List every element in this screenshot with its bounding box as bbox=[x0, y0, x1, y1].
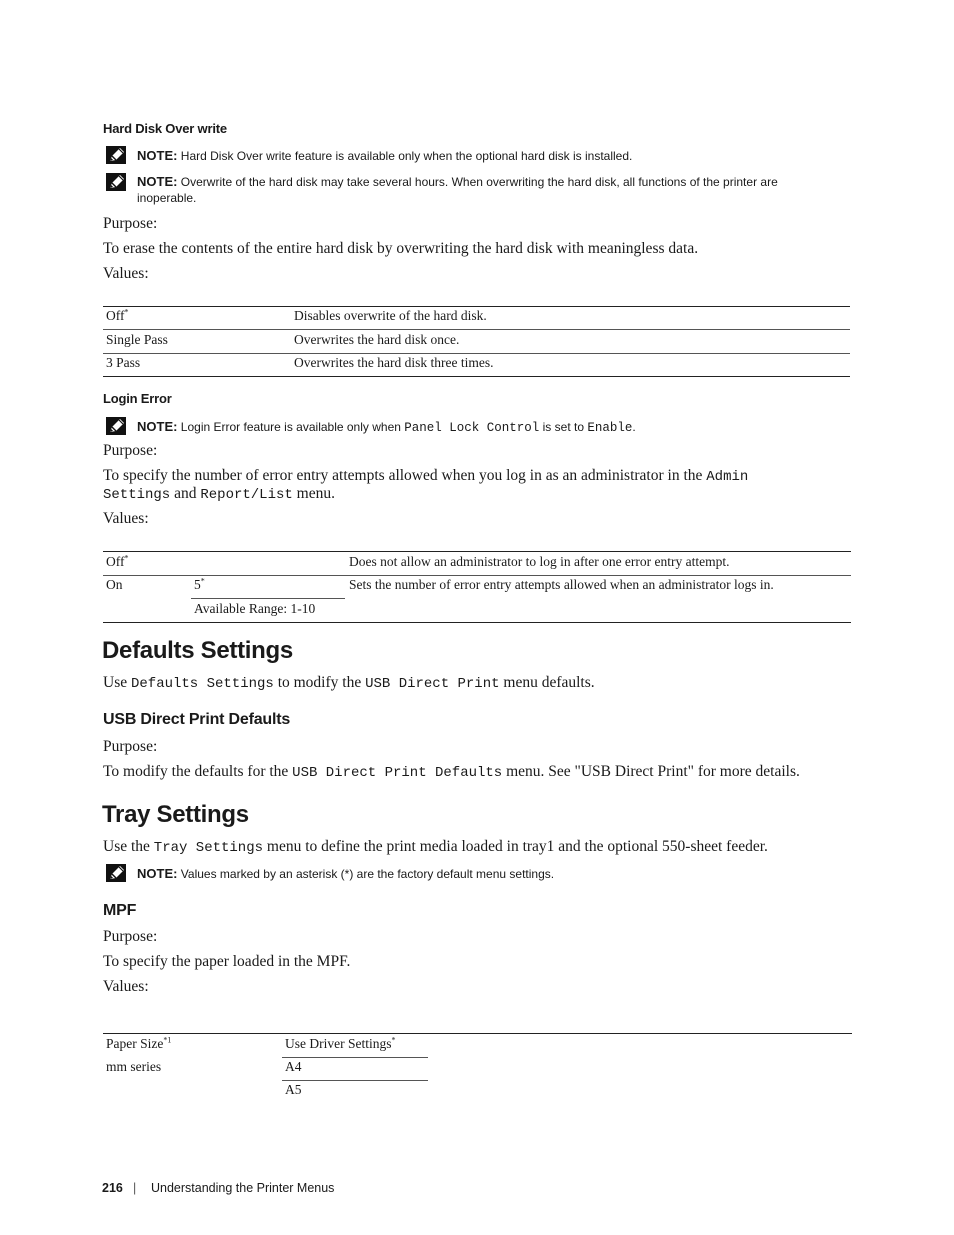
table-cell-value: Single Pass bbox=[106, 332, 168, 347]
note-label: NOTE: bbox=[137, 148, 178, 163]
table-rule bbox=[103, 622, 851, 623]
defaults-settings-intro: Use Defaults Settings to modify the USB Direct Print menu defaults. bbox=[103, 674, 595, 692]
table-cell-header: Paper Size$^{*1}$ bbox=[106, 1035, 172, 1051]
defaults-settings-title: Defaults Settings bbox=[102, 637, 293, 664]
purpose-label: Purpose: bbox=[103, 215, 158, 232]
table-cell-desc: Overwrites the hard disk three times. bbox=[294, 355, 494, 370]
table-cell-value: 3 Pass bbox=[106, 355, 141, 370]
note-icon bbox=[106, 417, 126, 440]
table-rule bbox=[103, 306, 850, 307]
values-label: Values: bbox=[103, 510, 149, 527]
table-rule bbox=[103, 551, 851, 552]
table-cell-value: On bbox=[106, 577, 123, 592]
table-cell-desc: Does not allow an administrator to log in after one error entry attempt. bbox=[349, 554, 730, 569]
table-cell-desc: Disables overwrite of the hard disk. bbox=[294, 308, 487, 323]
note-hard-disk-1 bbox=[137, 147, 837, 165]
values-label: Values: bbox=[103, 265, 149, 282]
login-error-heading: Login Error bbox=[103, 391, 172, 406]
table-cell-value: Off* bbox=[106, 553, 129, 569]
tray-settings-intro: Use the Tray Settings menu to define the print media loaded in tray1 and the optional 550-sheet feeder. bbox=[103, 838, 768, 856]
footer-chapter: Understanding the Printer Menus bbox=[151, 1181, 335, 1195]
footer-separator: | bbox=[133, 1181, 137, 1195]
note-login-error: NOTE: Login Error feature is available only when Panel Lock Control is set to Enable. bbox=[137, 419, 636, 435]
note-text: Overwrite of the hard disk may take several hours. When overwriting the hard disk, all functions of the printer are bbox=[180, 175, 778, 189]
purpose-text-continued: Settings and Report/List menu. bbox=[103, 485, 335, 503]
table-rule bbox=[103, 353, 850, 354]
table-cell-range: Available Range: 1-10 bbox=[194, 601, 316, 616]
table-cell-value: A5 bbox=[285, 1082, 302, 1097]
mpf-heading: MPF bbox=[103, 902, 137, 919]
usb-direct-print-defaults-heading: USB Direct Print Defaults bbox=[103, 711, 291, 728]
table-rule bbox=[282, 1057, 428, 1058]
table-cell-desc: Overwrites the hard disk once. bbox=[294, 332, 460, 347]
values-label: Values: bbox=[103, 978, 149, 995]
purpose-label: Purpose: bbox=[103, 442, 158, 459]
note-tray-settings: NOTE: Values marked by an asterisk (*) are the factory default menu settings. bbox=[137, 866, 555, 881]
purpose-text: To specify the number of error entry attempts allowed when you log in as an administrator in the Admin bbox=[103, 467, 749, 485]
table-rule bbox=[103, 575, 851, 576]
table-cell-value: A4 bbox=[285, 1059, 302, 1074]
tray-settings-title: Tray Settings bbox=[102, 801, 249, 828]
note-text: Hard Disk Over write feature is available only when the optional hard disk is installed. bbox=[180, 149, 633, 163]
table-cell-desc: Sets the number of error entry attempts allowed when an administrator logs in. bbox=[349, 577, 774, 592]
note-icon bbox=[106, 173, 126, 196]
table-rule bbox=[103, 376, 850, 377]
note-label: NOTE: bbox=[137, 174, 178, 189]
purpose-label: Purpose: bbox=[103, 928, 158, 945]
purpose-text: To modify the defaults for the USB Direct Print Defaults menu. See "USB Direct Print" for more details. bbox=[103, 763, 800, 781]
hard-disk-heading: Hard Disk Over write bbox=[103, 121, 227, 136]
table-rule bbox=[282, 1080, 428, 1081]
note-hard-disk-2 bbox=[137, 173, 837, 191]
purpose-label: Purpose: bbox=[103, 738, 158, 755]
purpose-text: To erase the contents of the entire hard disk by overwriting the hard disk with meaningless data. bbox=[103, 240, 699, 257]
page-number: 216 bbox=[102, 1181, 123, 1195]
table-cell-value: Off* bbox=[106, 307, 129, 323]
purpose-text: To specify the paper loaded in the MPF. bbox=[103, 953, 351, 970]
note-text-continued: inoperable. bbox=[137, 191, 197, 205]
table-rule bbox=[103, 1033, 852, 1034]
table-rule bbox=[103, 329, 850, 330]
table-cell-value: Use Driver Settings* bbox=[285, 1035, 396, 1051]
table-cell-sub: mm series bbox=[106, 1059, 162, 1074]
table-rule bbox=[191, 598, 345, 599]
note-icon bbox=[106, 864, 126, 887]
note-icon bbox=[106, 146, 126, 169]
table-cell-subvalue: 5* bbox=[194, 576, 205, 592]
